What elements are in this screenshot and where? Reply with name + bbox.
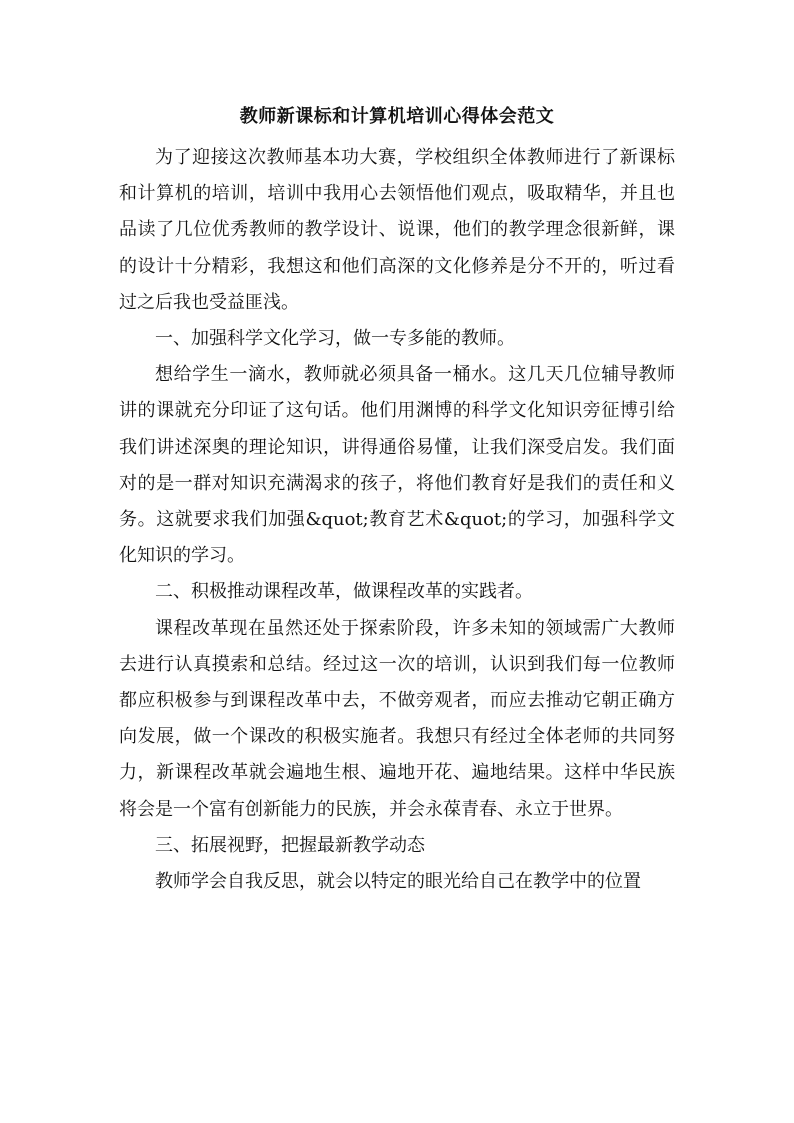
- section-heading-2: 二、积极推动课程改革，做课程改革的实践者。: [155, 581, 533, 603]
- section-heading-3: 三、拓展视野，把握最新教学动态: [155, 834, 425, 856]
- paragraph-intro: 为了迎接这次教师基本功大赛，学校组织全体教师进行了新课标和计算机的培训，培训中我用心去领悟他们观点，吸取精华，并且也品读了几位优秀教师的教学设计、说课，他们的教学理念很新鲜，课的设计十分精彩，我想这和他们高深的文化修养是分不开的，听过看过之后我也受益匪浅。: [119, 147, 675, 313]
- paragraph-section-3: 教师学会自我反思，就会以特定的眼光给自己在教学中的位置: [155, 871, 641, 893]
- paragraph-section-1: 想给学生一滴水，教师就必须具备一桶水。这几天几位辅导教师讲的课就充分印证了这句话。他们用渊博的科学文化知识旁征博引给我们讲述深奥的理论知识，讲得通俗易懂，让我们深受启发。我们面对的是一群对知识充满渴求的孩子，将他们教育好是我们的责任和义务。这就要求我们加强&quot;教育艺术&quot;的学习，加强科学文化知识的学习。: [119, 364, 675, 567]
- document-title: 教师新课标和计算机培训心得体会范文: [239, 106, 555, 127]
- paragraph-section-2: 课程改革现在虽然还处于探索阶段，许多未知的领域需广大教师去进行认真摸索和总结。经过这一次的培训，认识到我们每一位教师都应积极参与到课程改革中去，不做旁观者，而应去推动它朝正确方向发展，做一个课改的积极实施者。我想只有经过全体老师的共同努力，新课程改革就会遍地生根、遍地开花、遍地结果。这样中华民族将会是一个富有创新能力的民族，并会永葆青春、永立于世界。: [119, 617, 675, 820]
- section-heading-1: 一、加强科学文化学习，做一专多能的教师。: [155, 328, 515, 350]
- document-body: [119, 100, 675, 900]
